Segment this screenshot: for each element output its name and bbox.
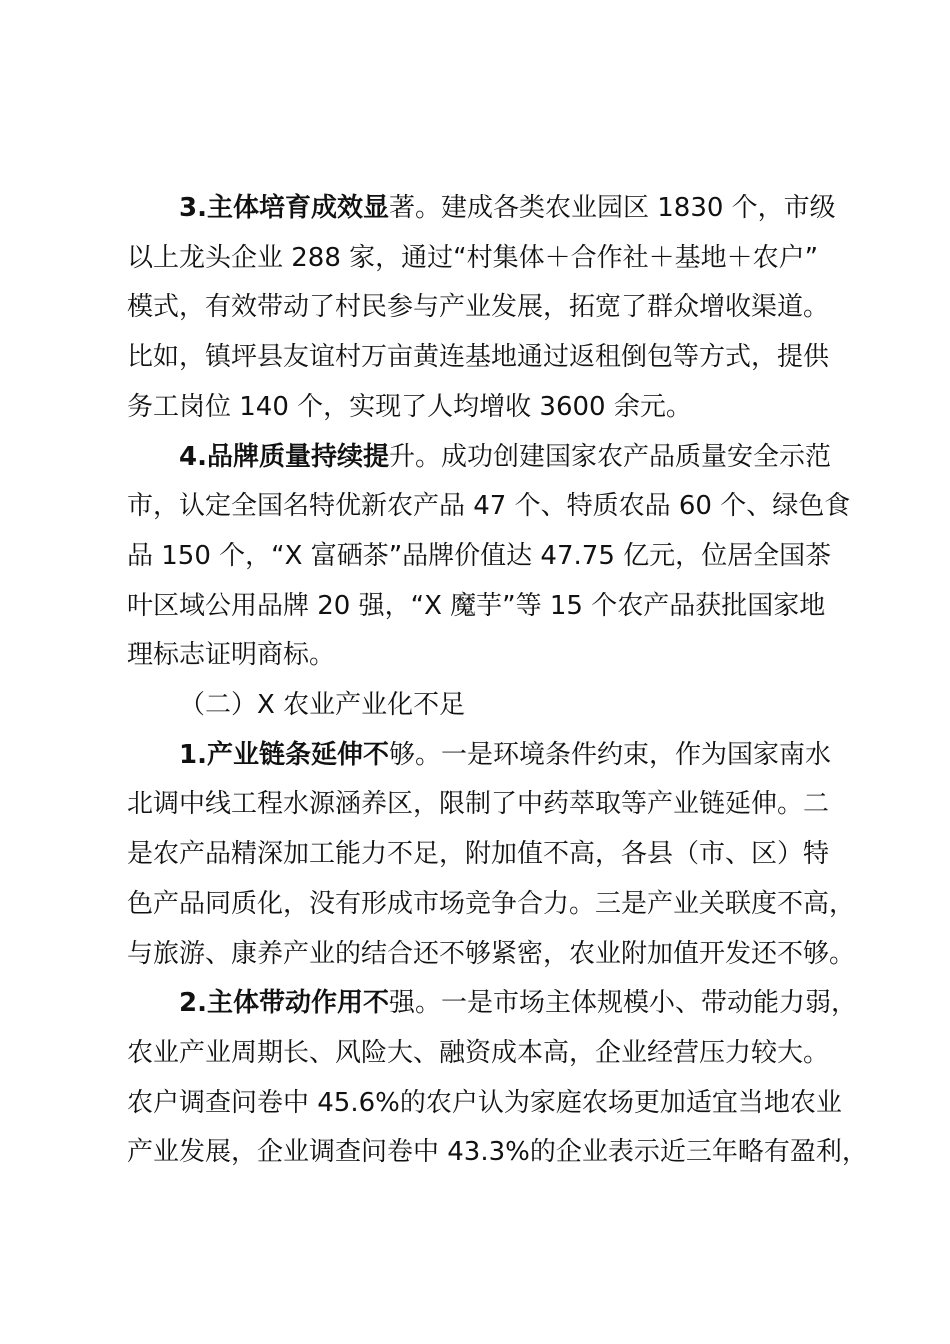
paragraph-brand-quality [127, 433, 851, 682]
line-text: （二）X 农业产业化不足 [179, 690, 466, 721]
section-heading: 3.主体培育成效显 [179, 193, 389, 223]
line-text: 产业发展，企业调查问卷中 43.3%的企业表示近三年略有盈利， [127, 1137, 868, 1168]
paragraph-line [127, 1128, 868, 1178]
paragraph-line [127, 234, 827, 284]
line-text: 与旅游、康养产业的结合还不够紧密，农业附加值开发还不够。 [127, 938, 856, 969]
paragraph-industry-chain [127, 731, 856, 980]
paragraph-line [127, 880, 856, 930]
paragraph-line [127, 433, 831, 483]
paragraph-line [127, 582, 827, 632]
subsection-heading [127, 681, 827, 731]
paragraph-line [127, 532, 832, 582]
paragraph-main-body-driving [127, 979, 868, 1178]
section-heading: 1.产业链条延伸不 [179, 739, 389, 770]
line-text: 农户调查问卷中 45.6%的农户认为家庭农场更加适宜当地农业 [127, 1087, 842, 1118]
paragraph-line [127, 731, 831, 781]
paragraph-line [127, 631, 827, 681]
document-body [127, 184, 868, 1178]
line-text: 农业产业周期长、风险大、融资成本高，企业经营压力较大。 [127, 1037, 830, 1068]
paragraph-line [127, 283, 830, 333]
paragraph-line [127, 333, 830, 383]
line-text: 务工岗位 140 个，实现了人均增收 3600 余元。 [127, 391, 692, 422]
section-heading: 2.主体带动作用不 [179, 988, 389, 1019]
paragraph-line [127, 681, 827, 731]
paragraph-line [127, 830, 830, 880]
line-text: 品 150 个，“X 富硒茶”品牌价值达 47.75 亿元，位居全国茶 [127, 540, 832, 571]
paragraph-line [127, 1029, 830, 1079]
paragraph-line [127, 482, 851, 532]
paragraph-line [127, 1079, 842, 1129]
line-text: 够。一是环境条件约束，作为国家南水 [388, 739, 831, 770]
line-text: 强。一是市场主体规模小、带动能力弱， [388, 988, 857, 1019]
section-heading: 4.品牌质量持续提 [179, 441, 389, 472]
line-text: 比如，镇坪县友谊村万亩黄连基地通过返租倒包等方式，提供 [127, 342, 830, 373]
line-text: 是农产品精深加工能力不足，附加值不高，各县（市、区）特 [127, 839, 830, 870]
paragraph-line [127, 930, 856, 980]
line-text: 以上龙头企业 288 家，通过“村集体＋合作社＋基地＋农户” [127, 242, 819, 273]
paragraph-main-body-cultivation [127, 184, 836, 433]
paragraph-line [127, 979, 857, 1029]
paragraph-line [127, 780, 830, 830]
paragraph-line [127, 383, 827, 433]
line-text: 市，认定全国名特优新农产品 47 个、特质农品 60 个、绿色食 [127, 491, 851, 522]
line-text: 北调中线工程水源涵养区，限制了中药萃取等产业链延伸。二 [127, 789, 830, 820]
line-text: 升。成功创建国家农产品质量安全示范 [388, 441, 831, 472]
line-text: 模式，有效带动了村民参与产业发展，拓宽了群众增收渠道。 [127, 292, 830, 323]
line-text: 理标志证明商标。 [127, 640, 336, 671]
line-text: 色产品同质化，没有形成市场竞争合力。三是产业关联度不高， [127, 888, 856, 919]
line-text: 著。建成各类农业园区 1830 个，市级 [388, 193, 836, 223]
line-text: 叶区域公用品牌 20 强，“X 魔芋”等 15 个农产品获批国家地 [127, 590, 826, 621]
paragraph-line [127, 184, 836, 234]
